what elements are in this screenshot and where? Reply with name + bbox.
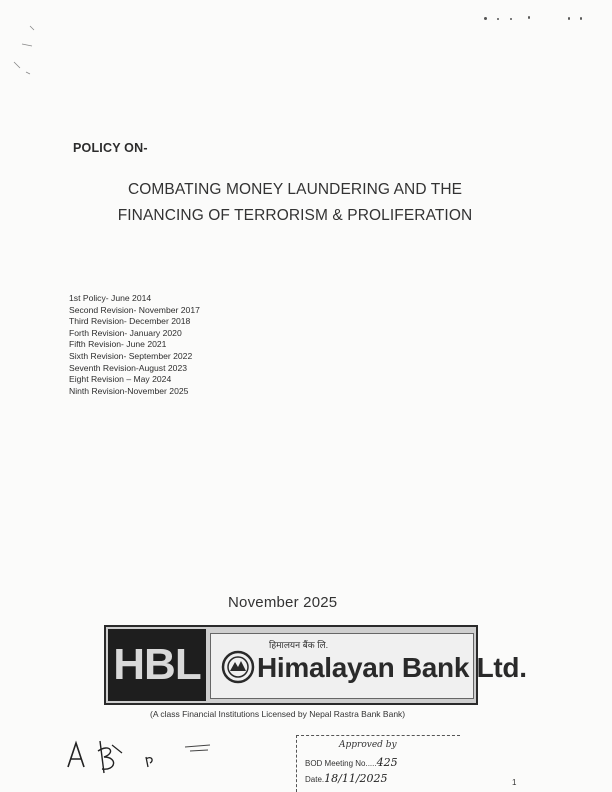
stamp-meeting-label: BOD Meeting No.: [305, 759, 368, 768]
bank-name-devanagari: हिमालयन बैंक लि.: [269, 640, 329, 650]
bank-banner: [104, 625, 527, 705]
scan-speck: [497, 18, 499, 20]
stamp-date-label: Date: [305, 775, 322, 784]
page-number: 1: [512, 778, 517, 787]
bank-emblem-icon: [221, 650, 255, 684]
revision-item: Third Revision- December 2018: [69, 316, 191, 327]
revision-item: Fifth Revision- June 2021: [69, 339, 167, 350]
document-date: November 2025: [228, 594, 338, 611]
scan-speck: [528, 16, 530, 19]
stamp-meeting-value: 425: [376, 756, 398, 769]
scan-speck: [580, 17, 582, 20]
hbl-logo-text: HBL: [113, 640, 201, 689]
title-line-2: FINANCING OF TERRORISM & PROLIFERATION: [117, 207, 473, 224]
revision-item: Eight Revision – May 2024: [69, 374, 172, 385]
revision-item: Sixth Revision- September 2022: [69, 350, 193, 361]
policy-on-label: POLICY ON-: [73, 141, 148, 155]
stamp-date-line: Date.18/11/2025: [305, 772, 388, 785]
scan-speck: [510, 18, 512, 20]
document-title: [100, 177, 490, 229]
revision-item: Seventh Revision-August 2023: [69, 362, 188, 373]
bank-name-text: Himalayan Bank Ltd.: [257, 652, 527, 683]
bank-name-panel: [210, 633, 527, 699]
scan-speck: [568, 17, 570, 20]
title-line-1: COMBATING MONEY LAUNDERING AND THE: [127, 181, 463, 198]
revision-item: Forth Revision- January 2020: [69, 327, 182, 338]
scan-smudge: [8, 22, 42, 82]
revision-item: 1st Policy- June 2014: [69, 293, 152, 303]
stamp-date-value: 18/11/2025: [324, 772, 388, 785]
bank-license-caption: (A class Financial Institutions Licensed by Nepal Rastra Bank Bank): [150, 709, 406, 719]
approval-stamp: [296, 735, 460, 792]
stamp-title: Approved by: [339, 740, 397, 750]
stamp-meeting-line: BOD Meeting No.....425: [305, 756, 398, 769]
revision-history: [69, 293, 200, 397]
scan-speck: [484, 17, 487, 20]
hbl-logo-block: [108, 629, 206, 701]
revision-item: Second Revision- November 2017: [69, 304, 200, 315]
handwritten-signatures: [60, 733, 230, 783]
revision-item: Ninth Revision-November 2025: [69, 385, 189, 396]
